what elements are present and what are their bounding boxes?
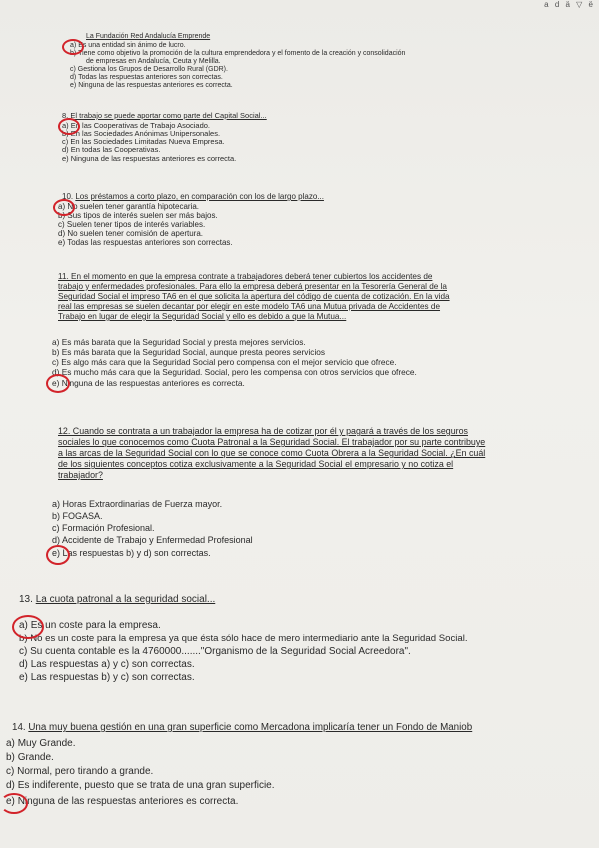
answer-circle-mark — [12, 615, 44, 639]
option-d: d) En todas las Cooperativas. — [62, 145, 161, 154]
question-title: 8. El trabajo se puede aportar como parte del Capital Social... — [62, 111, 267, 120]
option-b: b) Grande. — [6, 752, 54, 763]
option-c: c) Suelen tener tipos de interés variables. — [58, 220, 206, 229]
corner-mark: a d ä ▽ ë — [544, 0, 595, 9]
option-c: c) Su cuenta contable es la 4760000......."Organismo de la Seguridad Social Acreedora". — [19, 646, 411, 657]
stem-line-5: Trabajo en lugar de elegir la Seguridad Social y ello es debido a que la Mutua... — [58, 312, 347, 321]
option-c: c) Formación Profesional. — [52, 523, 155, 533]
option-a: a) En las Cooperativas de Trabajo Asociado. — [62, 121, 211, 130]
option-b: b) En las Sociedades Anónimas Unipersonales. — [62, 129, 221, 138]
option-c: c) Gestiona los Grupos de Desarrollo Rural (GDR). — [70, 66, 228, 73]
option-c: c) Normal, pero tirando a grande. — [6, 766, 154, 777]
option-e: e) Ninguna de las respuestas anteriores es correcta. — [70, 82, 233, 89]
option-b: b) Tiene como objetivo la promoción de la cultura emprendedora y el fomento de la creación y consolidación — [70, 50, 406, 57]
answer-circle-mark — [46, 374, 70, 393]
option-c: c) Es algo más cara que la Seguridad Social pero compensa con el mejor servicio que ofrece. — [52, 357, 397, 367]
option-d: d) Accidente de Trabajo y Enfermedad Profesional — [52, 535, 253, 545]
stem-line-5: trabajador? — [58, 470, 103, 480]
stem-line-4: de los siguientes conceptos cotiza exclusivamente a la Seguridad Social el empresario y no cotiza el — [58, 459, 454, 469]
option-e: e) Ninguna de las respuestas anteriores es correcta. — [52, 378, 245, 388]
option-a: a) Es un coste para la empresa. — [19, 620, 161, 631]
answer-circle-mark — [46, 545, 70, 565]
option-e: e) Ninguna de las respuestas anteriores es correcta. — [6, 796, 239, 807]
option-d: d) Todas las respuestas anteriores son correctas. — [70, 74, 223, 81]
option-e: e) Las respuestas b) y c) son correctas. — [19, 672, 195, 683]
stem-line-1: 12. Cuando se contrata a un trabajador la empresa ha de cotizar por él y pagará a través de los seguros — [58, 426, 468, 436]
answer-circle-mark — [58, 118, 80, 135]
option-a: a) Muy Grande. — [6, 738, 76, 749]
answer-circle-mark — [53, 199, 75, 216]
option-b: b) No es un coste para la empresa ya que ésta sólo hace de mero intermediario ante la Seguridad Social. — [19, 633, 468, 644]
stem-line-4: real las empresas se suelen decantar por elegir en este modelo TA6 una Mutua privada de Accidentes de — [58, 302, 441, 311]
question-title: La Fundación Red Andalucía Emprende — [86, 33, 211, 40]
stem-line-2: sociales lo que conocemos como Cuota Patronal a la Seguridad Social. El trabajador por su parte contribuye — [58, 437, 486, 447]
option-b: b) Es más barata que la Seguridad Social, aunque presta peores servicios — [52, 347, 326, 357]
option-a: a) Es más barata que la Seguridad Social y presta mejores servicios. — [52, 337, 306, 347]
option-c: c) En las Sociedades Limitadas Nueva Empresa. — [62, 137, 225, 146]
option-b-continued: de empresas en Andalucía, Ceuta y Melilla. — [86, 58, 221, 65]
stem-line-2: trabajo y enfermedades profesionales. Para ello la empresa deberá presentar en la Tesorería General de la — [58, 282, 447, 291]
option-d: d) Las respuestas a) y c) son correctas. — [19, 659, 195, 670]
option-b: b) FOGASA. — [52, 511, 103, 521]
option-a: a) Horas Extraordinarias de Fuerza mayor. — [52, 499, 223, 509]
option-e: e) Las respuestas b) y d) son correctas. — [52, 548, 211, 558]
question-title: 13. La cuota patronal a la seguridad social... — [19, 594, 216, 605]
option-b: b) Sus tipos de interés suelen ser más bajos. — [58, 211, 218, 220]
option-e: e) Ninguna de las respuestas anteriores es correcta. — [62, 154, 237, 163]
stem-line-1: 11. En el momento en que la empresa contrate a trabajadores deberá tener cubiertos los accidentes de — [58, 272, 433, 281]
option-e: e) Todas las respuestas anteriores son correctas. — [58, 238, 233, 247]
question-title: 10. Los préstamos a corto plazo, en comparación con los de largo plazo... — [62, 192, 324, 201]
question-title: 14. Una muy buena gestión en una gran superficie como Mercadona implicaría tener un Fondo de Maniob — [12, 722, 473, 733]
stem-line-3: Seguridad Social el impreso TA6 en el que solicita la apertura del código de cuenta de cotización. En la vida — [58, 292, 450, 301]
option-a: a) No suelen tener garantía hipotecaria. — [58, 202, 199, 211]
option-a: a) Es una entidad sin ánimo de lucro. — [70, 42, 186, 49]
option-d: d) Es indiferente, puesto que se trata de una gran superficie. — [6, 780, 275, 791]
answer-circle-mark — [62, 39, 84, 55]
option-d: d) Es mucho más cara que la Seguridad. Social, pero les compensa con otros servicios que ofrece. — [52, 367, 417, 377]
stem-line-3: a las arcas de la Seguridad Social con lo que se conoce como Cuota Obrera a la Seguridad Social. ¿En cuál — [58, 448, 486, 458]
option-d: d) No suelen tener comisión de apertura. — [58, 229, 203, 238]
answer-circle-mark — [0, 793, 28, 814]
